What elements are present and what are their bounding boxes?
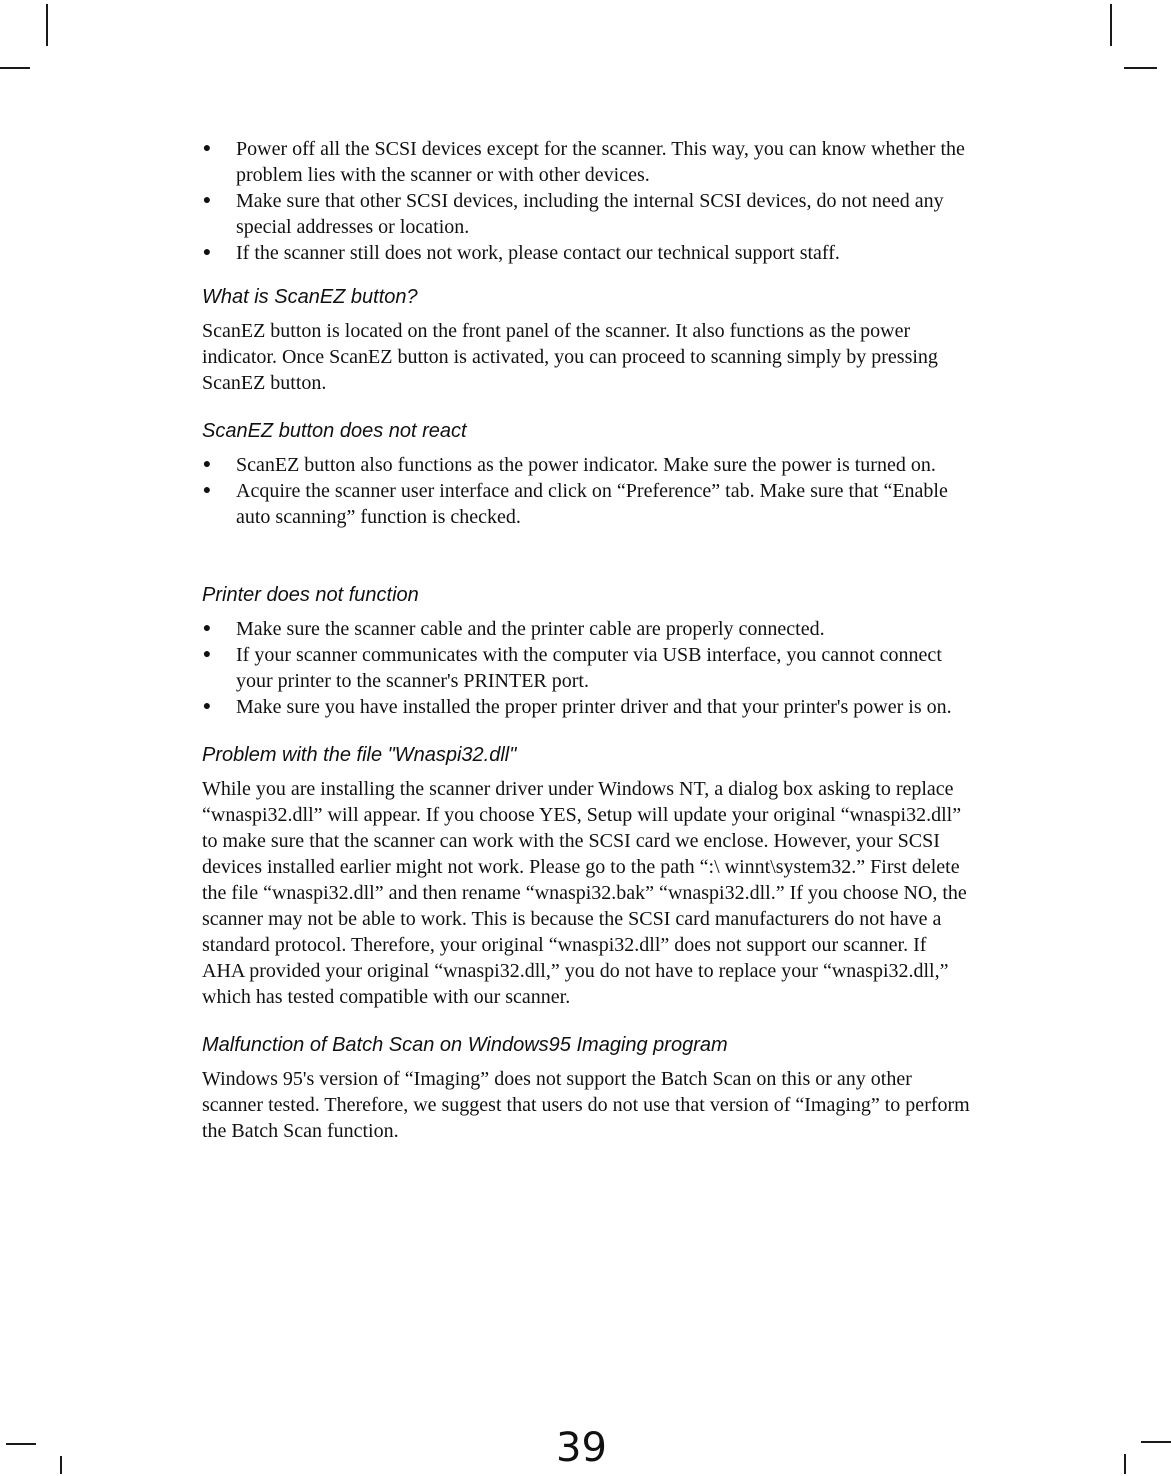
section-heading-wnaspi: Problem with the file "Wnaspi32.dll" xyxy=(202,744,517,766)
list-item: ● Make sure that other SCSI devices, including the internal SCSI devices, do not need any special addresses or location. xyxy=(202,190,944,238)
paragraph-what-is-scanez: ScanEZ button is located on the front panel of the scanner. It also functions as the power indicator. Once ScanEZ button is activated, you can proceed to scanning simply by pressing ScanEZ button. xyxy=(202,320,938,394)
list-item: ● Power off all the SCSI devices except for the scanner. This way, you can know whether the problem lies with the scanner or with other devices. xyxy=(202,138,965,186)
bullet-icon: ● xyxy=(202,483,212,498)
bullet-icon: ● xyxy=(202,647,212,662)
list-item: ● Make sure the scanner cable and the printer cable are properly connected. xyxy=(202,618,825,640)
list-item: ● Acquire the scanner user interface and click on “Preference” tab. Make sure that “Enable auto scanning” function is checked. xyxy=(202,480,948,528)
list-item: ● ScanEZ button also functions as the power indicator. Make sure the power is turned on. xyxy=(202,454,936,476)
bullet-icon: ● xyxy=(202,699,212,714)
paragraph-batch-scan: Windows 95's version of “Imaging” does not support the Batch Scan on this or any other scanner tested. Therefore, we suggest that users do not use that version of “Imaging” to perform the Batch Scan function. xyxy=(202,1068,970,1142)
crop-mark-top-right-horizontal xyxy=(1124,67,1157,69)
section-heading-batch-scan: Malfunction of Batch Scan on Windows95 Imaging program xyxy=(202,1034,728,1056)
bullet-icon: ● xyxy=(202,621,212,636)
crop-mark-top-left-vertical xyxy=(46,4,48,46)
section-heading-printer: Printer does not function xyxy=(202,584,419,606)
bullet-icon: ● xyxy=(202,193,212,208)
bullet-icon: ● xyxy=(202,245,212,260)
page-number: 39 xyxy=(556,1425,607,1471)
list-item: ● Make sure you have installed the proper printer driver and that your printer's power is on. xyxy=(202,696,952,718)
list-item: ● If the scanner still does not work, please contact our technical support staff. xyxy=(202,242,840,264)
bullet-icon: ● xyxy=(202,141,212,156)
paragraph-wnaspi: While you are installing the scanner driver under Windows NT, a dialog box asking to replace “wnaspi32.dll” will appear. If you choose YES, Setup will update your original “wnaspi32.dll” to make sure that the scanner can work with the SCSI card we enclose. However, your SCSI devices installed earlier might not work. Please go to the path “:\ winnt\system32.” First delete the file “wnaspi32.dll” and then rename “wnaspi32.bak” “wnaspi32.dll.” If you choose NO, the scanner may not be able to work. This is because the SCSI card manufacturers do not have a standard protocol. Therefore, your original “wnaspi32.dll” does not support our scanner. If AHA provided your original “wnaspi32.dll,” you do not have to replace your “wnaspi32.dll,” which has tested compatible with our scanner. xyxy=(202,778,967,1008)
bullet-icon: ● xyxy=(202,457,212,472)
crop-mark-bottom-right-horizontal xyxy=(1141,1441,1171,1443)
crop-mark-top-right-vertical xyxy=(1110,4,1112,46)
section-heading-scanez-no-react: ScanEZ button does not react xyxy=(202,420,467,442)
crop-mark-top-left-horizontal xyxy=(0,67,30,69)
section-heading-what-is-scanez: What is ScanEZ button? xyxy=(202,286,418,308)
scsi-bullet-list xyxy=(202,136,972,266)
printer-bullet-list xyxy=(202,616,972,720)
crop-mark-bottom-left-vertical xyxy=(60,1456,62,1474)
list-item: ● If your scanner communicates with the computer via USB interface, you cannot connect your printer to the scanner's PRINTER port. xyxy=(202,644,942,692)
document-body xyxy=(202,136,972,1144)
crop-mark-bottom-left-horizontal xyxy=(6,1443,36,1445)
scanez-bullet-list xyxy=(202,452,972,530)
crop-mark-bottom-right-vertical xyxy=(1124,1454,1126,1474)
